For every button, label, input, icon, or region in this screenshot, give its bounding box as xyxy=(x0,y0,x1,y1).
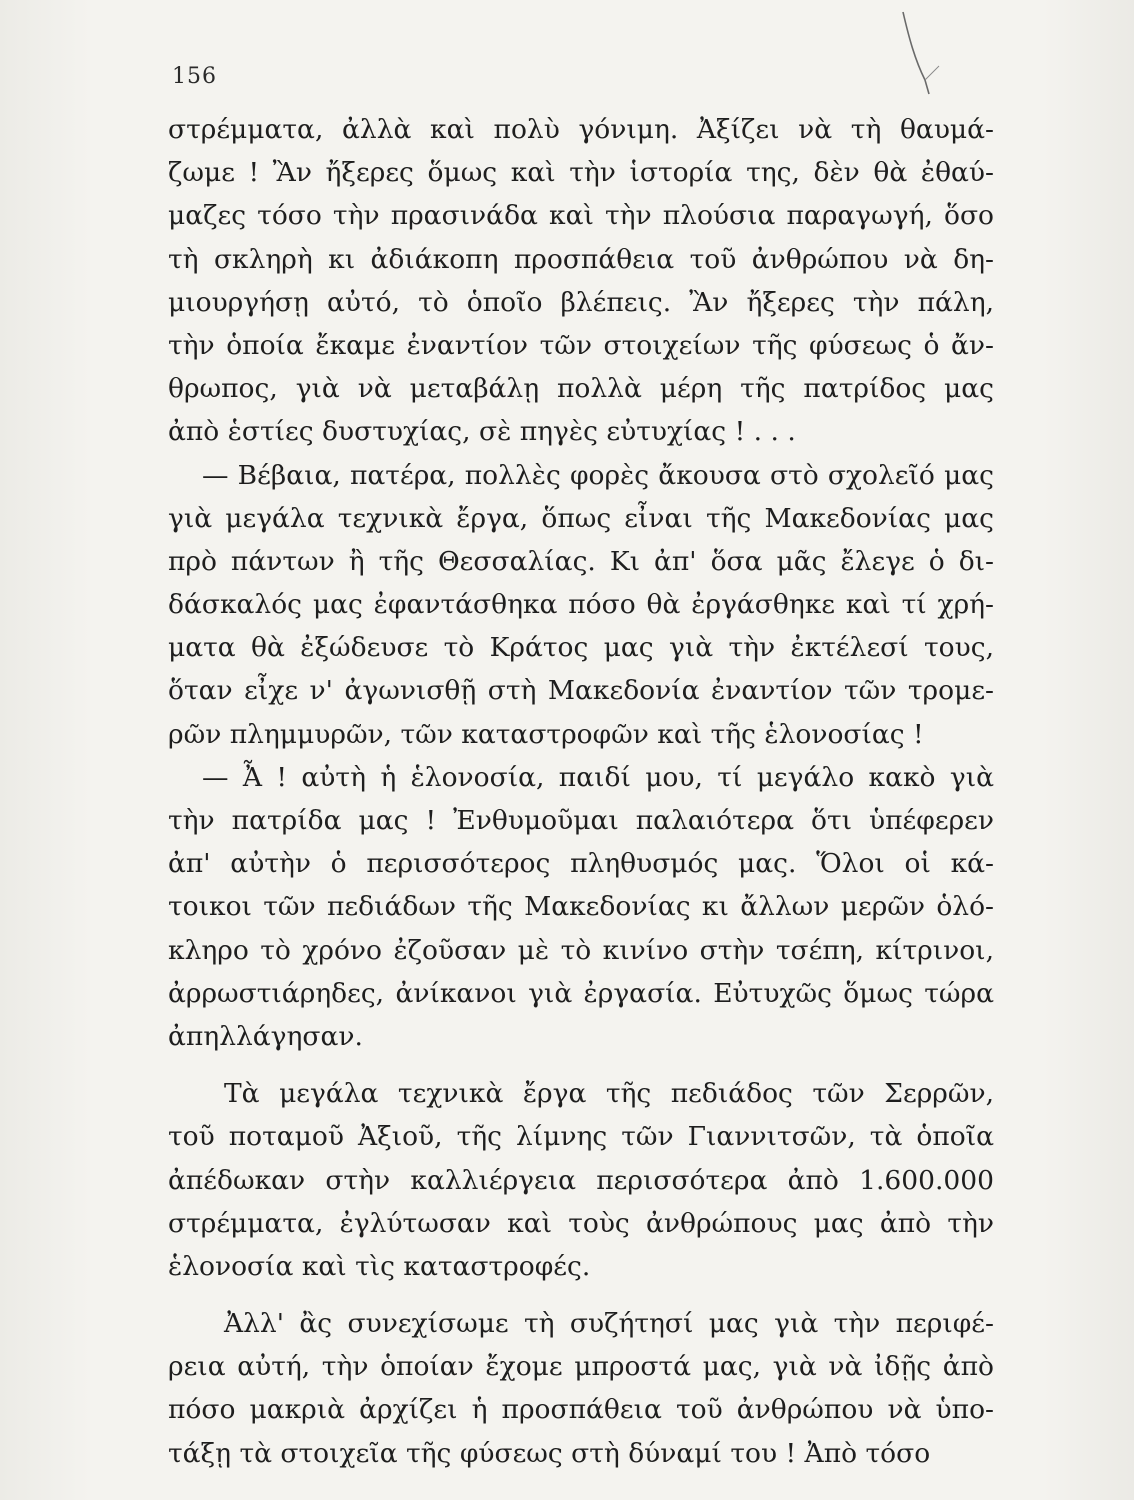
text-line: Τὰ μεγάλα τεχνικὰ ἔργα τῆς πεδιάδος τῶν Σερρῶν, xyxy=(224,1078,994,1110)
paragraph-gap xyxy=(168,1058,994,1072)
page-number: 156 xyxy=(172,64,217,89)
text-line: ἀπηλλάγησαν. xyxy=(168,1020,363,1052)
text-line: δάσκαλός μας ἐφαντάσθηκα πόσο θὰ ἐργάσθηκε καὶ τί χρή- xyxy=(168,589,994,621)
paragraph xyxy=(168,756,994,1058)
text-line: ζωμε ! Ἂν ἤξερες ὅμως καὶ τὴν ἱστορία της, δὲν θὰ ἐθαύ- xyxy=(168,157,994,189)
text-line: μιουργήσῃ αὐτό, τὸ ὁποῖο βλέπεις. Ἂν ἤξερες τὴν πάλη, xyxy=(168,286,994,318)
text-line: θρωπος, γιὰ νὰ μεταβάλῃ πολλὰ μέρη τῆς πατρίδος μας xyxy=(168,373,994,405)
text-line: ἑλονοσία καὶ τὶς καταστροφές. xyxy=(168,1250,591,1282)
text-line: ματα θὰ ἐξώδευσε τὸ Κράτος μας γιὰ τὴν ἐκτέλεσί τους, xyxy=(168,632,994,664)
text-line: ἀπέδωκαν στὴν καλλιέργεια περισσότερα ἀπὸ 1.600.000 xyxy=(168,1164,994,1196)
text-line: ἀρρωστιάρηδες, ἀνίκανοι γιὰ ἐργασία. Εὐτυχῶς ὅμως τώρα xyxy=(168,977,994,1009)
text-line: ὅταν εἶχε ν' ἀγωνισθῇ στὴ Μακεδονία ἐναντίον τῶν τρομε- xyxy=(168,675,994,707)
text-line: πρὸ πάντων ἢ τῆς Θεσσαλίας. Κι ἀπ' ὅσα μᾶς ἔλεγε ὁ δι- xyxy=(168,545,994,577)
text-line: τὴ σκληρὴ κι ἀδιάκοπη προσπάθεια τοῦ ἀνθρώπου νὰ δη- xyxy=(168,243,994,275)
text-line: γιὰ μεγάλα τεχνικὰ ἔργα, ὅπως εἶναι τῆς Μακεδονίας μας xyxy=(168,502,994,534)
text-line: τὴν πατρίδα μας ! Ἐνθυμοῦμαι παλαιότερα ὅτι ὑπέφερεν xyxy=(168,805,994,836)
text-line: ρῶν πλημμυρῶν, τῶν καταστροφῶν καὶ τῆς ἑλονοσίας ! xyxy=(168,718,924,750)
text-line: τοικοι τῶν πεδιάδων τῆς Μακεδονίας κι ἄλλων μερῶν ὁλό- xyxy=(168,891,994,923)
text-line: στρέμματα, ἀλλὰ καὶ πολὺ γόνιμη. Ἀξίζει νὰ τὴ θαυμά- xyxy=(168,114,994,145)
text-line: Ἀλλ' ἂς συνεχίσωμε τὴ συζήτησί μας γιὰ τὴν περιφέ- xyxy=(224,1308,994,1340)
paragraph xyxy=(168,1302,994,1475)
paragraph xyxy=(168,454,994,756)
paragraph xyxy=(168,108,994,454)
pen-stroke-mark xyxy=(895,8,955,98)
text-line: ἀπ' αὐτὴν ὁ περισσότερος πληθυσμός μας. Ὅλοι οἱ κά- xyxy=(168,848,994,880)
text-line: — Ἆ ! αὐτὴ ἡ ἑλονοσία, παιδί μου, τί μεγάλο κακὸ γιὰ xyxy=(202,761,994,793)
text-line: πόσο μακριὰ ἀρχίζει ἡ προσπάθεια τοῦ ἀνθρώπου νὰ ὑπο- xyxy=(168,1394,994,1426)
text-line: ἀπὸ ἑστίες δυστυχίας, σὲ πηγὲς εὐτυχίας ! . . . xyxy=(168,416,796,448)
text-line: τάξῃ τὰ στοιχεῖα τῆς φύσεως στὴ δύναμί του ! Ἀπὸ τόσο xyxy=(168,1437,931,1469)
paragraph xyxy=(168,1072,994,1288)
body-text xyxy=(168,108,994,1475)
text-line: κληρο τὸ χρόνο ἐζοῦσαν μὲ τὸ κινίνο στὴν τσέπη, κίτρινοι, xyxy=(168,934,994,966)
text-line: μαζες τόσο τὴν πρασινάδα καὶ τὴν πλούσια παραγωγή, ὅσο xyxy=(168,200,994,232)
text-line: στρέμματα, ἐγλύτωσαν καὶ τοὺς ἀνθρώπους μας ἀπὸ τὴν xyxy=(168,1207,994,1239)
text-line: τοῦ ποταμοῦ Ἀξιοῦ, τῆς λίμνης τῶν Γιαννιτσῶν, τὰ ὁποῖα xyxy=(168,1121,994,1153)
text-line: ρεια αὐτή, τὴν ὁποίαν ἔχομε μπροστά μας, γιὰ νὰ ἰδῇς ἀπὸ xyxy=(168,1351,994,1383)
paragraph-gap xyxy=(168,1288,994,1302)
text-line: — Βέβαια, πατέρα, πολλὲς φορὲς ἄκουσα στὸ σχολεῖό μας xyxy=(202,459,994,491)
text-line: τὴν ὁποία ἔκαμε ἐναντίον τῶν στοιχείων τῆς φύσεως ὁ ἄν- xyxy=(168,329,994,361)
